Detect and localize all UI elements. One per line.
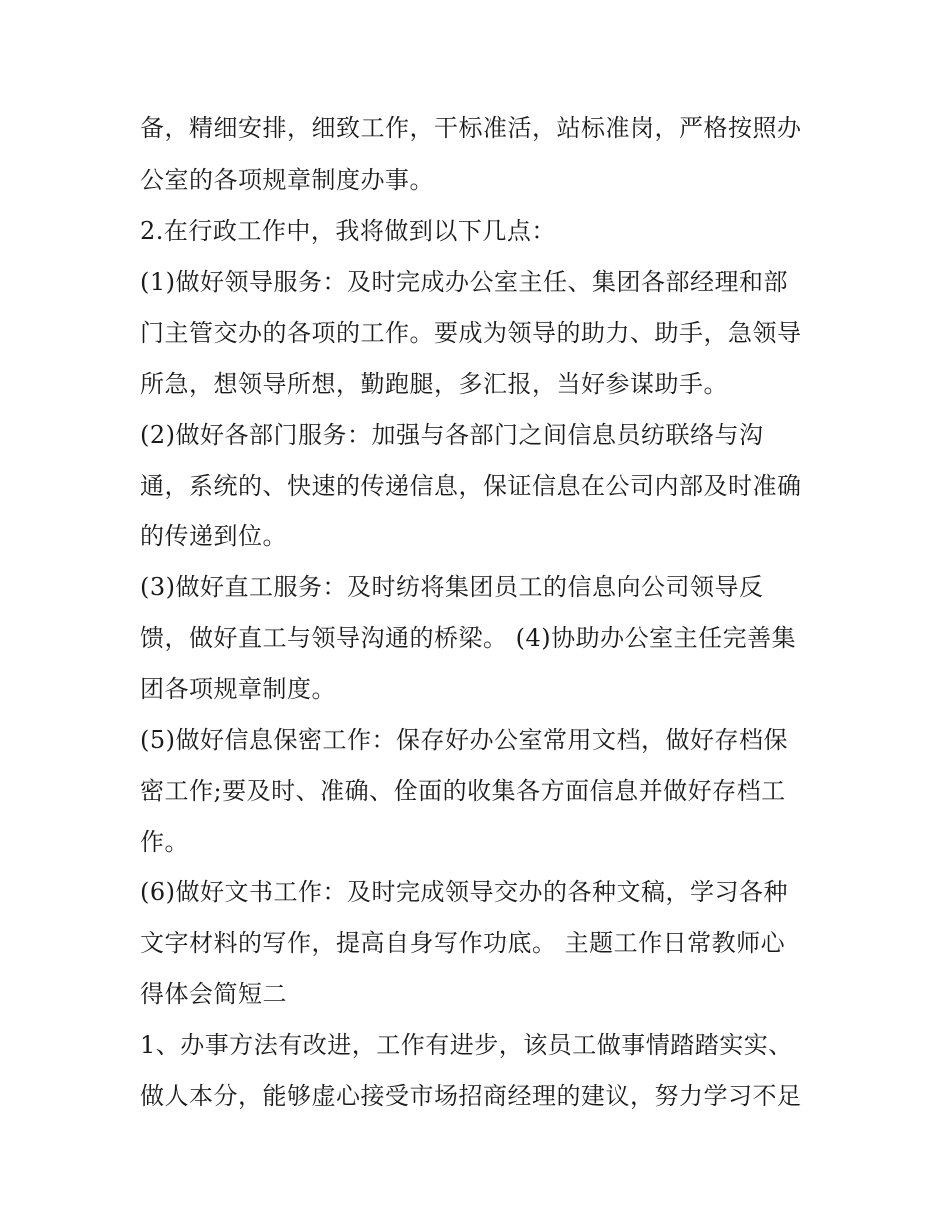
- text-line: (1)做好领导服务：及时完成办公室主任、集团各部经理和部: [140, 268, 788, 296]
- text-line: (2)做好各部门服务：加强与各部门之间信息员纺联络与沟: [140, 421, 764, 449]
- text-line: 密工作;要及时、准确、佺面的收集各方面信息并做好存档工: [140, 777, 786, 805]
- text-line: 作。: [140, 828, 189, 856]
- text-line: 2.在行政工作中，我将做到以下几点：: [140, 217, 556, 245]
- text-line: 文字材料的写作，提高自身写作功底。 主题工作日常教师心: [140, 929, 786, 957]
- text-line: 所急，想领导所想，勤跑腿，多汇报，当好参谋助手。: [140, 370, 728, 398]
- text-line: 门主管交办的各项的工作。要成为领导的助力、助手，急领导: [140, 319, 802, 347]
- text-line: 的传递到位。: [140, 522, 287, 550]
- text-line: 通，系统的、快速的传递信息，保证信息在公司内部及时准确: [140, 472, 802, 500]
- text-line: 1、办事方法有改进，工作有进步，该员工做事情踏踏实实、: [140, 1031, 793, 1059]
- text-line: (3)做好直工服务：及时纺将集团员工的信息向公司领导反: [140, 573, 764, 601]
- text-line: (6)做好文书工作：及时完成领导交办的各种文稿，学习各种: [140, 878, 788, 906]
- text-line: 公室的各项规章制度办事。: [140, 166, 434, 194]
- text-line: 做人本分，能够虚心接受市场招商经理的建议，努力学习不足: [140, 1082, 802, 1110]
- text-line: (5)做好信息保密工作：保存好办公室常用文档，做好存档保: [140, 726, 788, 754]
- text-line: 得体会简短二: [140, 980, 287, 1008]
- text-line: 备，精细安排，细致工作，干标准活，站标准岗，严格按照办: [140, 114, 802, 142]
- text-line: 馈，做好直工与领导沟通的桥梁。 (4)协助办公室主任完善集: [140, 624, 797, 652]
- text-line: 团各项规章制度。: [140, 675, 336, 703]
